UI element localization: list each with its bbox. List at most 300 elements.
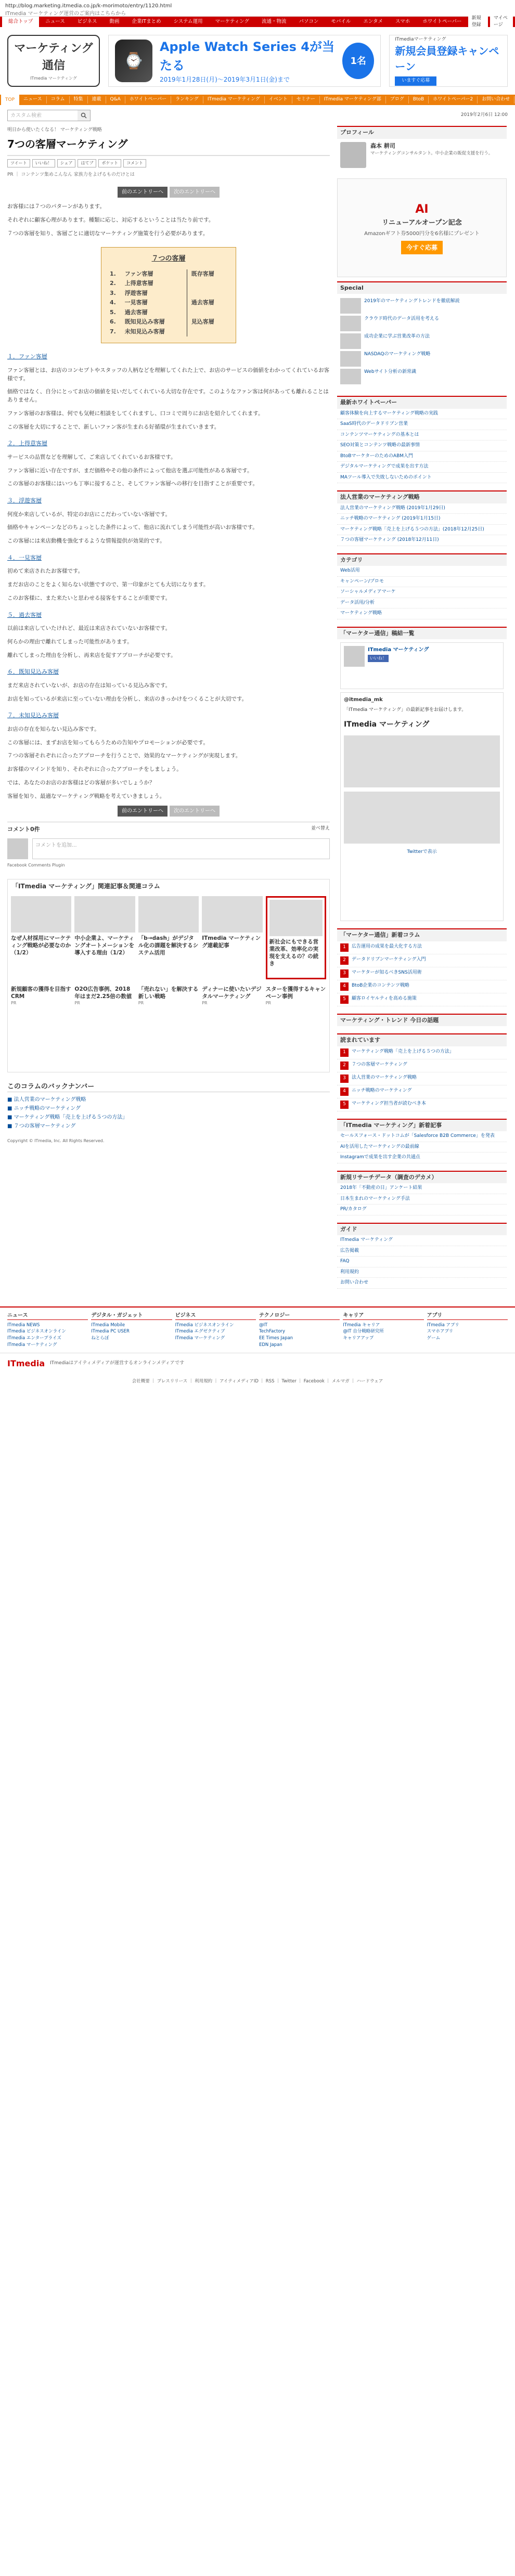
rank-number: 4 (340, 1088, 349, 1096)
footer-logo[interactable]: ITmedia (7, 1358, 45, 1368)
paragraph: お店を知っているが来店に至っていない理由を分析し、来店のきっかけをつくることが大切です。 (7, 695, 248, 702)
paragraph: ７つの客層を知り、客層ごとに適切なマーケティング施策を行う必要があります。 (7, 230, 209, 237)
biz-link[interactable]: ７つの客層マーケティング (2018年12月11日) (337, 535, 507, 546)
back-numbers-title: このコラムのバックナンバー (7, 1082, 330, 1093)
signup-button[interactable]: 新規登録 (468, 15, 488, 30)
category-link[interactable]: キャンペーン/プロモ (337, 577, 507, 588)
comment-section (7, 822, 330, 869)
profile-widget (337, 126, 507, 171)
special-item[interactable] (340, 333, 504, 349)
rank-title[interactable]: マーケティング担当者が読むべき本 (352, 1101, 426, 1106)
related-thumb (269, 900, 323, 936)
biz-head: 法人営業のマーケティング戦略 (337, 491, 507, 503)
footer-col (7, 1312, 88, 1349)
rank-title[interactable]: マーケティング戦略「売上を上げる５つの方法」 (352, 1048, 454, 1054)
footer-col-head: デジタル・ガジェット (91, 1312, 172, 1320)
rank-number: 5 (340, 995, 349, 1004)
comment-count: コメント0件 (7, 826, 40, 833)
rank-number: 2 (340, 956, 349, 965)
facebook-widget (337, 627, 507, 922)
author-photo (340, 142, 366, 168)
rank-title[interactable]: 法人営業のマーケティング戦略 (352, 1075, 417, 1080)
related-title-text[interactable]: 「b→dash」がデジタル化の課題を解決するシステム活用 (138, 935, 199, 956)
footer-col (343, 1312, 423, 1349)
pick-head: 読まれています (337, 1034, 507, 1046)
figure-num: 2. (110, 280, 116, 287)
footer-col (259, 1312, 340, 1349)
back-numbers (7, 1082, 330, 1131)
special-title[interactable]: Webサイト分析の新常識 (364, 369, 416, 374)
guide-link[interactable]: 広告掲載 (337, 1246, 507, 1257)
figure-label: 未知見込み客層 (124, 328, 165, 335)
figure-num: 6. (110, 318, 116, 326)
whitepaper-link[interactable]: 顧客体験を向上するマーケティング戦略の実践 (337, 409, 507, 420)
whitepaper-link[interactable]: MAツール導入で失敗しないためのポイント (337, 473, 507, 484)
figure-row (108, 308, 229, 318)
back-number-link[interactable]: ■ 法人営業のマーケティング戦略 (7, 1097, 86, 1103)
subnav-item[interactable]: 連載 (88, 96, 106, 103)
category-link[interactable]: ソーシャルメディアマーケ (337, 587, 507, 598)
segments-table (108, 269, 229, 337)
sidebar (337, 126, 507, 1296)
special-head: Special (337, 282, 507, 294)
topnav-item[interactable]: 総合トップ (2, 17, 39, 27)
column-item[interactable] (337, 993, 507, 1006)
sort-dropdown[interactable]: 並べ替え (311, 826, 330, 832)
column-item[interactable] (337, 980, 507, 993)
banner-ad-apple-watch[interactable] (108, 35, 381, 87)
footer-link[interactable]: ITmedia マーケティング (175, 1336, 225, 1341)
sub-bar (0, 105, 515, 126)
subnav-item[interactable]: セミナー (292, 96, 320, 103)
related-card[interactable] (202, 896, 262, 979)
comment-input[interactable]: コメントを追加... (32, 838, 330, 859)
paragraph: お客様には７つのパターンがあります。 (7, 203, 105, 210)
footer-link[interactable]: ゲーム (427, 1336, 441, 1341)
watch-icon: ⌚ (124, 51, 144, 70)
sidebar-ad[interactable] (337, 178, 507, 277)
top-nav (0, 17, 515, 27)
ad2-brand: ITmediaマーケティング (395, 36, 446, 42)
paragraph: 何度か来店しているが、特定のお店にこだわっていない客層です。 (7, 511, 171, 517)
research-link[interactable]: 日本生まれのマーケティング手法 (337, 1194, 507, 1205)
subnav-item[interactable]: ITmedia マーケティング (203, 96, 265, 103)
social-button[interactable]: ポケット (98, 159, 121, 167)
related-title-text[interactable]: ITmedia マーケティング連載記事 (202, 935, 261, 949)
rank-number: 5 (340, 1101, 349, 1109)
column-item[interactable] (337, 967, 507, 980)
pick-item[interactable] (337, 1072, 507, 1085)
subnav-item[interactable]: ニュース (19, 96, 47, 103)
author-desc: マーケティングコンサルタント。中小企業の販促支援を行う。 (370, 151, 493, 156)
section-heading: ６．既知見込み客層 (7, 668, 59, 676)
related-title-text[interactable]: 新社会にもできる営業改革、効率化の実現を支えるの？の続き (269, 938, 319, 967)
social-button[interactable]: ツイート (7, 159, 30, 167)
subnav-item[interactable]: ブログ (386, 96, 409, 103)
topnav-item[interactable]: ニュース (45, 18, 65, 24)
tweet-image (344, 735, 500, 787)
footer-link[interactable]: ITmedia ビジネスオンライン (175, 1322, 234, 1328)
logo-line2: 通信 (42, 59, 66, 72)
topnav-item[interactable]: ビジネス (77, 18, 97, 24)
special-thumb (340, 369, 361, 384)
footer-link[interactable]: ITmedia キャリア (343, 1322, 380, 1328)
column-item[interactable] (337, 954, 507, 967)
pr-card[interactable] (202, 986, 262, 1069)
search-box[interactable] (7, 110, 91, 121)
section-heading: ４．一見客層 (7, 554, 42, 561)
subnav-item[interactable]: ホワイトペーパー2 (429, 96, 478, 103)
topnav-item[interactable]: エンタメ (363, 18, 383, 24)
guide-widget (337, 1223, 507, 1289)
category-link[interactable]: データ活用/分析 (337, 598, 507, 609)
ad2-cta-button[interactable]: いますぐ応募 (395, 76, 436, 86)
footer-link[interactable]: @IT (259, 1322, 268, 1328)
trend-head: マーケティング・トレンド 今日の話題 (337, 1015, 507, 1027)
tweet-text: 「ITmedia マーケティング」の最新記事をお届けします。 (344, 707, 467, 713)
copyright: Copyright © ITmedia, Inc. All Rights Reserved. (7, 1138, 105, 1144)
pick-item[interactable] (337, 1059, 507, 1072)
figure-num: 5. (110, 308, 116, 316)
footer-link[interactable]: EE Times Japan (259, 1336, 293, 1341)
prev-entry-button-bottom[interactable]: 前のエントリーへ (118, 806, 168, 817)
pick-item[interactable] (337, 1085, 507, 1098)
section-heading: ２．上得意客層 (7, 440, 47, 447)
segments-figure (101, 247, 236, 343)
subnav-item[interactable]: Q&A (106, 96, 125, 103)
whitepaper-link[interactable]: コンテンツマーケティングの基本とは (337, 430, 507, 441)
paragraph: ファン客層とは、お店のコンセプトやスタッフの人柄などを理解してくれた上で、お店のサービスの価値をわかってくれているお客様です。 (7, 367, 330, 382)
pr-title[interactable]: O2O広告事例、2018年はまだ2.25倍の数値 (74, 986, 132, 1000)
paragraph: ファン客層のお客様は、何でも気軽に相談をしてくれますし、口コミで周りにお店を紹介してくれます。 (7, 410, 264, 417)
breadcrumb: PR ｜ コンテンツ集めこんなん 家族力をよげるものだけとは (7, 172, 135, 177)
footer-tagline: ITmediaはアイティメディアが運営するオンラインメディアです (50, 1360, 185, 1366)
subnav-item[interactable]: ホワイトペーパー (125, 96, 171, 103)
browser-subtitle: ITmedia マーケティング運営のご案内はこちらから (5, 11, 126, 17)
topnav-item[interactable]: スマホ (395, 18, 410, 24)
subnav-item[interactable]: コラム (47, 96, 70, 103)
paragraph: 価格やキャンペーンなどのちょっとした条件によって、他店に流れてしまう可能性が高いお客様です。 (7, 524, 258, 531)
facebook-head: 「マーケター通信」稿結一覧 (337, 628, 507, 640)
related-card[interactable] (74, 896, 135, 979)
guide-link[interactable]: 利用規約 (337, 1267, 507, 1278)
rank-title[interactable]: 広告運用の成果を最大化する方法 (352, 943, 422, 949)
rank-title[interactable]: ７つの客層マーケティング (352, 1062, 407, 1067)
special-thumb (340, 298, 361, 314)
url-text[interactable]: http://blog.marketing.itmedia.co.jp/k-morimoto/entry/1120.html (5, 3, 172, 9)
biz-link[interactable]: マーケティング戦略「売上を上げる５つの方法」(2018年12月25日) (337, 525, 507, 536)
mypage-button[interactable]: マイページ (490, 15, 513, 30)
paragraph: サービスの品質などを理解して、ご来店してくれているお客様です。 (7, 454, 176, 460)
paragraph: お店の存在を知らない見込み客です。 (7, 726, 100, 732)
pager-bottom (7, 806, 330, 817)
article-sections (7, 353, 330, 760)
pr-card[interactable] (266, 986, 326, 1069)
ad-title: Apple Watch Series 4が当たる (159, 40, 334, 73)
footer-col-head: テクノロジー (259, 1312, 340, 1320)
sidebar-ad-text: Amazonギフト券5000円分を6名様にプレゼント (364, 231, 480, 237)
footer-link[interactable]: ITmedia エンタープライズ (7, 1336, 61, 1341)
profile-head: プロフィール (337, 127, 507, 139)
subnav-item[interactable]: イベント (265, 96, 292, 103)
related-card[interactable] (11, 896, 71, 979)
related-thumb (74, 896, 135, 933)
twitter-embed-link[interactable]: Twitterで表示 (407, 849, 437, 855)
new-columns-widget (337, 928, 507, 1006)
footer-links[interactable]: 会社概要 ｜ プレスリリース ｜ 利用規約 ｜ アイティメディアID ｜ RSS ｜ Twitter ｜ Facebook ｜ メルマガ ｜ ハードウェア (132, 1378, 383, 1384)
research-widget (337, 1171, 507, 1215)
figure-row (108, 279, 229, 289)
footer-link[interactable]: スマホアプリ (427, 1329, 454, 1335)
new-columns-head: 「マーケター通信」新着コラム (337, 929, 507, 941)
figure-label: 上得意客層 (124, 280, 153, 287)
figure-label: 過去客層 (124, 308, 148, 316)
figure-group: 既存客層 (187, 269, 229, 279)
figure-row (108, 298, 229, 308)
social-button[interactable]: コメント (123, 159, 146, 167)
figure-title: ７つの客層 (151, 255, 186, 263)
whitepaper-link[interactable]: デジタルマーケティングで成果を出す方法 (337, 462, 507, 473)
figure-group (187, 279, 229, 289)
figure-group: 過去客層 (187, 298, 229, 308)
pr-card[interactable] (138, 986, 199, 1069)
ad-badge: 1名 (342, 43, 374, 79)
subnav-item[interactable]: ITmedia マーケティング部 (320, 96, 386, 103)
figure-row (108, 269, 229, 279)
footer-col (91, 1312, 172, 1349)
pr-label: PR (265, 1001, 271, 1006)
back-number-link[interactable]: ■ ７つの客層マーケティング (7, 1123, 76, 1130)
search-input[interactable]: カスタム検索 (10, 113, 42, 119)
special-item[interactable] (340, 298, 504, 314)
pr-label: PR (202, 1001, 208, 1006)
research-link[interactable]: 2018年「不動産の日」アンケート結果 (337, 1183, 507, 1194)
paragraph: 何らかの理由で離れてしまった可能性があります。 (7, 638, 133, 645)
author-name[interactable]: 森本 耕司 (370, 142, 395, 149)
fb-comments-plugin[interactable]: Facebook Comments Plugin (7, 862, 65, 868)
article-meta: 明日から使いたくなる！ マーケティング戦略 (7, 127, 102, 133)
topnav-item[interactable]: 企業ITまとめ (132, 18, 161, 24)
guide-link[interactable]: ITmedia マーケティング (337, 1235, 507, 1246)
footer-col-head: ビジネス (175, 1312, 256, 1320)
date-label: 2019年2月6日 12:00 (460, 112, 508, 118)
rank-title[interactable]: 顧客ロイヤルティを高める施策 (352, 995, 417, 1001)
pr-title[interactable]: スターを獲得するキャンペーン事例 (265, 986, 326, 1000)
figure-num: 1. (110, 270, 116, 277)
footer-link[interactable]: TechFactory (259, 1329, 286, 1335)
biz-link[interactable]: 法人営業のマーケティング戦略 (2019年1月29日) (337, 503, 507, 514)
rank-number: 2 (340, 1062, 349, 1070)
footer (0, 1306, 515, 1389)
special-title[interactable]: 2019年のマーケティングトレンドを徹底解説 (364, 299, 460, 304)
rank-title[interactable]: マーケターが知るべきSNS活用術 (352, 969, 422, 975)
special-title[interactable]: クラウド時代のデータ活用を考える (364, 316, 440, 321)
footer-col-head: ニュース (7, 1312, 88, 1320)
topnav-item[interactable]: 流通・物流 (262, 18, 287, 24)
pr-label: PR (74, 1001, 80, 1006)
rank-title[interactable]: BtoB企業のコンテンツ戦略 (352, 982, 409, 988)
topnav-item[interactable]: ホワイトペーパー (422, 18, 462, 24)
sidebar-ad-title: リニューアルオープン記念 (382, 218, 462, 227)
rank-number: 1 (340, 1048, 349, 1057)
article-outro (7, 766, 330, 800)
category-link[interactable]: マーケティング戦略 (337, 609, 507, 619)
topnav-item[interactable]: 動画 (109, 18, 120, 24)
latest-widget (337, 1119, 507, 1163)
social-buttons (7, 159, 330, 167)
column-item[interactable] (337, 941, 507, 954)
footer-link[interactable]: ITmedia PC USER (91, 1329, 130, 1335)
footer-link[interactable]: ITmedia アプリ (427, 1322, 459, 1328)
paragraph: まだ来店されていないが、お店の存在は知っている見込み客です。 (7, 682, 171, 689)
guide-head: ガイド (337, 1224, 507, 1236)
latest-link[interactable]: AIを活用したマーケティングの最前線 (337, 1142, 507, 1153)
paragraph: この客層のお客様にはいつも丁寧に接すること、そしてファン客層への移行を目指すことが重要です。 (7, 481, 258, 487)
special-thumb (340, 316, 361, 331)
research-link[interactable]: PR/カタログ (337, 1205, 507, 1215)
footer-col-head: アプリ (427, 1312, 508, 1320)
pr-title[interactable]: 「売れない」を解決する新しい戦略 (138, 986, 199, 1000)
site-logo[interactable] (7, 35, 100, 87)
trend-widget (337, 1014, 507, 1027)
footer-link[interactable]: ITmedia マーケティング (7, 1342, 57, 1348)
pick-item[interactable] (337, 1098, 507, 1111)
social-button[interactable]: シェア (57, 159, 76, 167)
biz-link[interactable]: ニッチ戦略のマーケティング (2019年1月15日) (337, 514, 507, 525)
social-button[interactable]: いいね！ (32, 159, 55, 167)
related-title-text[interactable]: なぜ人材採用にマーケティング戦略が必要なのか（1/2） (11, 935, 71, 956)
whitepaper-widget (337, 396, 507, 483)
whitepaper-link[interactable]: SaaS時代のデータドリブン営業 (337, 419, 507, 430)
rank-title[interactable]: ニッチ戦略のマーケティング (352, 1088, 412, 1093)
footer-link[interactable]: ITmedia NEWS (7, 1322, 40, 1328)
section-heading: １．ファン客層 (7, 353, 47, 360)
paragraph: それぞれに顧客心理があります。種類に応じ、対応するということは当たり前です。 (7, 216, 214, 223)
special-item[interactable] (340, 351, 504, 367)
sub-nav (0, 95, 515, 105)
figure-label: 既知見込み客層 (124, 318, 165, 326)
rank-number: 3 (340, 969, 349, 978)
paragraph: この客層を大切にすることで、新しいファン客が生まれる好循環が生まれていきます。 (7, 423, 220, 430)
figure-group (187, 327, 229, 337)
figure-num: 4. (110, 299, 116, 306)
topnav-item[interactable]: パソコン (299, 18, 319, 24)
special-item[interactable] (340, 316, 504, 331)
tweet-logo: ITmedia マーケティング (344, 720, 430, 729)
footer-link[interactable]: EDN Japan (259, 1342, 282, 1348)
twitter-timeline (340, 692, 504, 921)
guide-link[interactable]: お問い合わせ (337, 1278, 507, 1289)
twitter-handle[interactable]: @itmedia_mk (344, 697, 383, 703)
special-item[interactable] (340, 369, 504, 384)
category-head: カテゴリ (337, 554, 507, 566)
paragraph: このお客様に、また来たいと思わせる接客をすることが重要です。 (7, 594, 171, 601)
related-thumb (202, 896, 262, 933)
subnav-item[interactable]: お問い合わせ (478, 96, 514, 103)
paragraph: 初めて来店されたお客様です。 (7, 568, 84, 575)
category-link[interactable]: Web活用 (337, 566, 507, 577)
back-number-link[interactable]: ■ ニッチ戦略のマーケティング (7, 1106, 81, 1112)
subnav-item[interactable]: ランキング (171, 96, 203, 103)
guide-link[interactable]: FAQ (337, 1257, 507, 1267)
next-entry-button[interactable]: 次のエントリーへ (170, 187, 220, 198)
tweet-image-2 (344, 792, 500, 844)
next-entry-button-bottom[interactable]: 次のエントリーへ (170, 806, 220, 817)
fb-page-name[interactable]: ITmedia マーケティング (368, 647, 429, 653)
rank-title[interactable]: データドリブンマーケティング入門 (352, 956, 426, 962)
topnav-item[interactable]: モバイル (331, 18, 351, 24)
latest-head: 「ITmedia マーケティング」新着記事 (337, 1120, 507, 1132)
paragraph: お客様のマインドを知り、それぞれに合ったアプローチをしましょう。 (7, 766, 182, 772)
topnav-item[interactable]: マーケティング (215, 18, 250, 24)
figure-row (108, 289, 229, 299)
latest-link[interactable]: セールスフォース・ドットコムが「Salesforce B2B Commerce」を発表 (337, 1131, 507, 1142)
related-card[interactable] (138, 896, 199, 979)
special-title[interactable]: NASDAQのマーケティング戦略 (364, 352, 431, 357)
banner-ad-campaign[interactable] (389, 35, 508, 87)
social-button[interactable]: はてブ (78, 159, 96, 167)
fb-like-button[interactable]: いいね！ (368, 655, 389, 662)
footer-link[interactable]: ITmedia エグゼクティブ (175, 1329, 225, 1335)
back-number-link[interactable]: ■ マーケティング戦略「売上を上げる５つの方法」 (7, 1115, 128, 1121)
fb-page-thumb (344, 646, 365, 667)
related-thumb (138, 896, 199, 933)
whitepaper-link[interactable]: SEO対策とコンテンツ戦略の最新事情 (337, 441, 507, 451)
section-heading: ５．過去客層 (7, 611, 42, 618)
subnav-item[interactable]: BtoB (409, 96, 429, 103)
ad-dates: 2019年1月28日(月)～2019年3月1日(金)まで (159, 76, 290, 83)
paragraph: 価格ではなく、自分にとってお店の価値を見いだしてくれている大切な存在です。このようなファン客は何があっても離れることはありません。 (7, 389, 329, 403)
paragraph: この客層には来店動機を強化するような情報提供が効果的です。 (7, 538, 165, 544)
latest-link[interactable]: Instagramで成果を出す企業の共通点 (337, 1153, 507, 1163)
topnav-item[interactable]: システム運用 (173, 18, 203, 24)
biz-widget (337, 490, 507, 546)
search-icon[interactable] (78, 110, 90, 121)
pr-card[interactable] (74, 986, 135, 1069)
article-title: 7つの客層マーケティング (7, 136, 330, 156)
main-content (7, 126, 330, 1296)
paragraph: 以前は来店していたけれど、最近は来店されていないお客様です。 (7, 625, 171, 631)
footer-link[interactable]: キャリアアップ (343, 1336, 374, 1341)
avatar (7, 838, 28, 859)
related-title-text[interactable]: 中小企業よ、マーケティングオートメーションを導入する理由（1/2） (74, 935, 135, 956)
related-card[interactable] (266, 896, 326, 979)
paragraph: この客層には、まずお店を知ってもらうための告知やプロモーションが必要です。 (7, 739, 209, 746)
subnav-item[interactable]: 特集 (70, 96, 88, 103)
pr-title[interactable]: ディナーに使いたいデジタルマーケティング (202, 986, 262, 1000)
footer-link[interactable]: ねとらぼ (91, 1336, 109, 1341)
footer-link[interactable]: @IT 自分戦略研究所 (343, 1329, 384, 1335)
pick-widget (337, 1033, 507, 1111)
pager-top (7, 187, 330, 198)
special-title[interactable]: 成功企業に学ぶ営業改革の方法 (364, 334, 430, 339)
pr-label: PR (138, 1001, 144, 1006)
pr-card[interactable] (11, 986, 71, 1069)
whitepaper-link[interactable]: BtoBマーケターのためのABM入門 (337, 451, 507, 462)
footer-link[interactable]: ITmedia ビジネスオンライン (7, 1329, 66, 1335)
rank-number: 4 (340, 982, 349, 991)
footer-link[interactable]: ITmedia Mobile (91, 1322, 125, 1328)
prev-entry-button[interactable]: 前のエントリーへ (118, 187, 168, 198)
article-intro (7, 203, 330, 238)
paragraph: まだお店のことをよく知らない状態ですので、第一印象がとても大切になります。 (7, 581, 209, 588)
paragraph: 離れてしまった理由を分析し、再来店を促すアプローチが必要です。 (7, 652, 176, 658)
sidebar-ad-cta[interactable]: 今すぐ応募 (401, 241, 443, 254)
pr-title[interactable]: 新規顧客の獲得を目指すCRM (11, 986, 71, 1000)
footer-col-head: キャリア (343, 1312, 423, 1320)
subnav-item[interactable]: TOP (1, 95, 19, 105)
pick-item[interactable] (337, 1046, 507, 1059)
